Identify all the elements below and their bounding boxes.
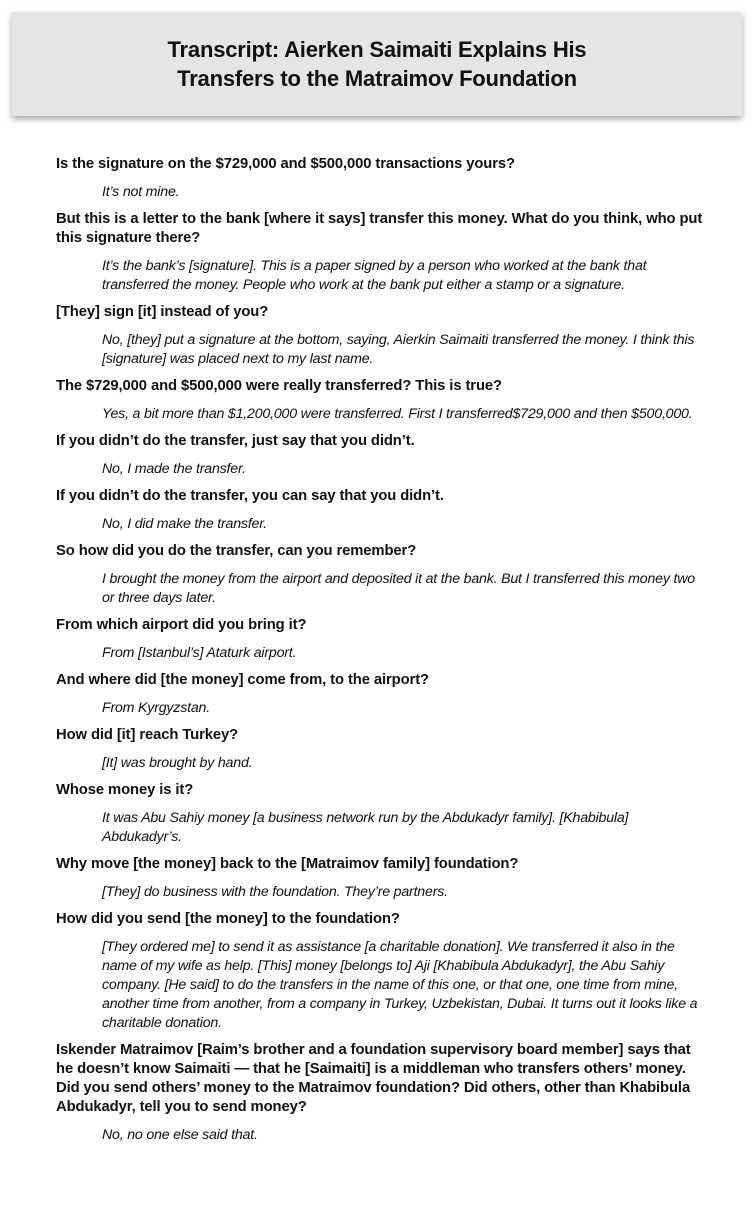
- question: The $729,000 and $500,000 were really transferred? This is true?: [56, 378, 502, 394]
- answer: I brought the money from the airport and deposited it at the bank. But I transferred this money two or three days later.: [102, 571, 695, 606]
- title-banner: [12, 12, 742, 116]
- question: [They] sign [it] instead of you?: [56, 304, 269, 320]
- transcript: [56, 155, 711, 1153]
- answer: From [Istanbul’s] Ataturk airport.: [102, 645, 297, 661]
- answer: It’s the bank’s [signature]. This is a paper signed by a person who worked at the bank that transferred the money. People who work at the bank put either a stamp or a signature.: [102, 258, 647, 293]
- answer: [They ordered me] to send it as assistance [a charitable donation]. We transferred it also in the name of my wife as help. [This] money [belongs to] Aji [Khabibula Abdukadyr], the Abu Sahiy company. [He said] to do the transfers in the name of this one, or that one, one time from mine, another time from another, from a company in Turkey, Uzbekistan, Dubai. It turns out it looks like a charitable donation.: [102, 939, 698, 1031]
- question: Is the signature on the $729,000 and $500,000 transactions yours?: [56, 156, 515, 172]
- answer: [It] was brought by hand.: [102, 755, 253, 771]
- question: Why move [the money] back to the [Matraimov family] foundation?: [56, 856, 519, 872]
- answer: No, no one else said that.: [102, 1127, 258, 1143]
- question: So how did you do the transfer, can you remember?: [56, 543, 417, 559]
- page-title: Transcript: Aierken Saimaiti Explains His Transfers to the Matraimov Foundation: [167, 37, 587, 91]
- answer: It’s not mine.: [102, 184, 180, 200]
- question: But this is a letter to the bank [where it says] transfer this money. What do you think, who put this signature there?: [56, 211, 703, 246]
- answer: No, I did make the transfer.: [102, 516, 267, 532]
- question: If you didn’t do the transfer, you can say that you didn’t.: [56, 488, 444, 504]
- question: And where did [the money] come from, to the airport?: [56, 672, 429, 688]
- answer: Yes, a bit more than $1,200,000 were transferred. First I transferred$729,000 and then $500,000.: [102, 406, 693, 422]
- answer: [They] do business with the foundation. They’re partners.: [102, 884, 448, 900]
- question: If you didn’t do the transfer, just say that you didn’t.: [56, 433, 415, 449]
- question: Whose money is it?: [56, 782, 194, 798]
- answer: From Kyrgyzstan.: [102, 700, 210, 716]
- question: Iskender Matraimov [Raim’s brother and a foundation supervisory board member] says that he doesn’t know Saimaiti — that he [Saimaiti] is a middleman who transfers others’ money. Did you send others’ money to the Matraimov foundation? Did others, other than Khabibula Abdukadyr, tell you to send money?: [56, 1042, 691, 1115]
- question: How did you send [the money] to the foundation?: [56, 911, 400, 927]
- question: From which airport did you bring it?: [56, 617, 307, 633]
- answer: It was Abu Sahiy money [a business network run by the Abdukadyr family]. [Khabibula] Abdukadyr’s.: [102, 810, 629, 845]
- question: How did [it] reach Turkey?: [56, 727, 239, 743]
- answer: No, [they] put a signature at the bottom, saying, Aierkin Saimaiti transferred the money. I think this [signature] was placed next to my last name.: [102, 332, 695, 367]
- answer: No, I made the transfer.: [102, 461, 246, 477]
